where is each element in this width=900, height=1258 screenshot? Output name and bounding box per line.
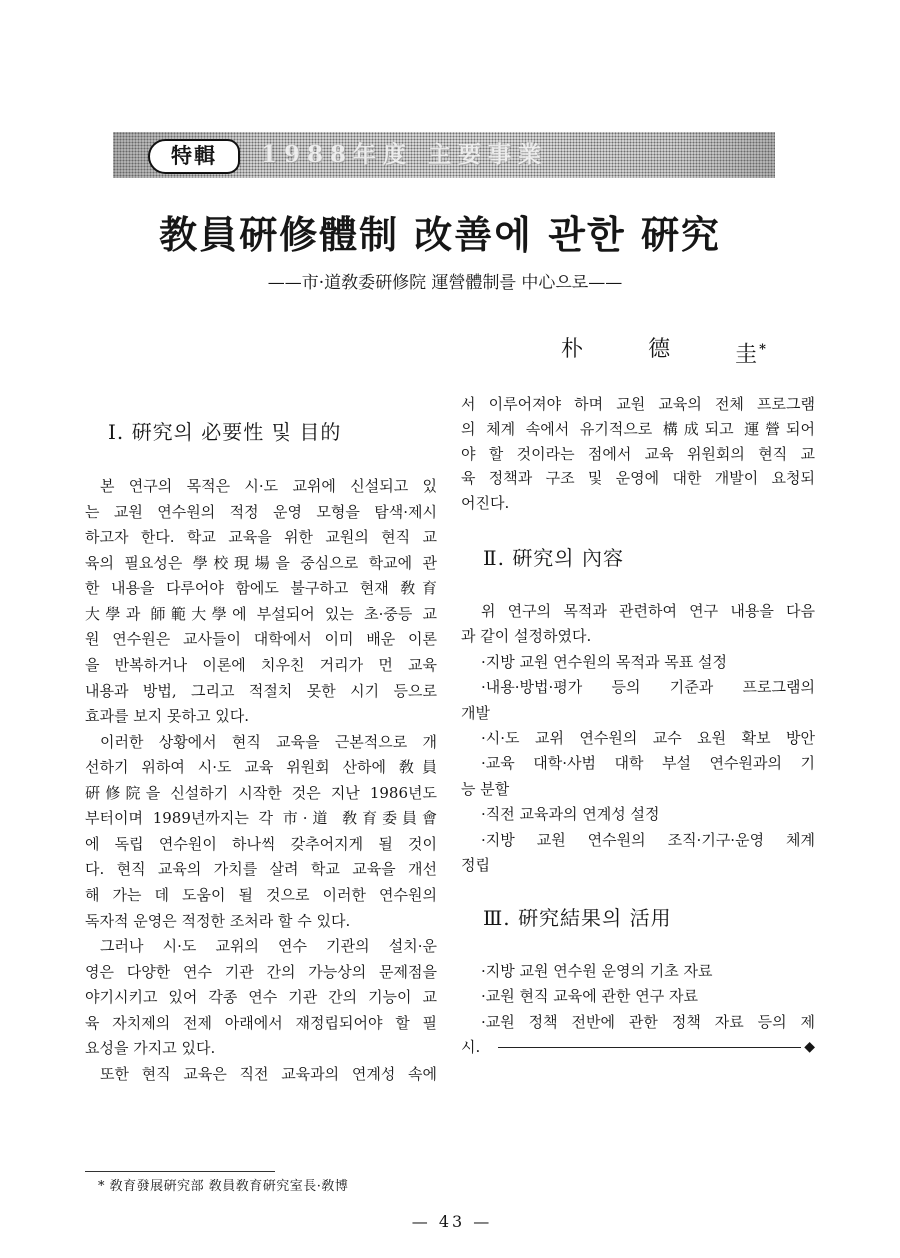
body-line: 본 연구의 목적은 시·도 교위에 신설되고 있: [100, 477, 437, 495]
list-item-continuation: 능 분할: [461, 779, 510, 798]
body-line: 위 연구의 목적과 관련하여 연구 내용을 다음: [481, 602, 815, 620]
article-title: 教員硏修體制 改善에 관한 硏究: [159, 212, 721, 257]
author-char: 圭: [735, 342, 758, 368]
author-char: 朴: [561, 337, 584, 362]
end-rule: [498, 1047, 801, 1048]
author-name: [561, 337, 766, 368]
list-item: ·내용·방법·평가 등의 기준과 프로그램의: [481, 678, 815, 697]
body-line: 에 독립 연수원이 하나씩 갖추어지게 될 것이: [85, 834, 437, 853]
body-line: 大學과 師範大學에 부설되어 있는 초·중등 교: [85, 604, 437, 623]
list-item: ·시·도 교위 연수원의 교수 요원 확보 방안: [481, 728, 815, 747]
list-item: ·교육 대학·사범 대학 부설 연수원과의 기: [481, 754, 815, 773]
body-line: 영은 다양한 연수 기관 간의 가능상의 문제점을: [85, 962, 437, 981]
section-3-body: [461, 959, 815, 1060]
list-item-continuation: 정립: [461, 855, 490, 874]
author-char-last: [735, 337, 766, 368]
body-line: 육 정책과 구조 및 운영에 대한 개발이 요청되: [461, 469, 815, 488]
section-heading-3: Ⅲ. 硏究結果의 活用: [483, 906, 672, 930]
body-line: 야 할 것이라는 점에서 교육 위원회의 현직 교: [461, 444, 815, 463]
section-2-body: [461, 599, 815, 878]
body-line: 육 자치제의 전제 아래에서 재정립되어야 할 필: [85, 1013, 437, 1032]
body-line: 그러나 시·도 교위의 연수 기관의 설치·운: [100, 937, 437, 956]
body-line: 이러한 상황에서 현직 교육을 근본적으로 개: [100, 732, 437, 751]
footnote-rule: [85, 1171, 275, 1172]
list-item: ·교원 현직 교육에 관한 연구 자료: [481, 987, 698, 1006]
body-line: 다. 현직 교육의 가치를 살려 학교 교육을 개선: [85, 860, 437, 879]
body-line: 내용과 방법, 그리고 적절치 못한 시기 등으로: [85, 681, 437, 700]
list-item: ·교원 정책 전반에 관한 정책 자료 등의 제: [481, 1012, 815, 1031]
body-line: 효과를 보지 못하고 있다.: [85, 707, 249, 726]
section-1-body: [85, 474, 437, 1088]
list-item: ·지방 교원 연수원의 목적과 목표 설정: [481, 652, 727, 671]
body-line: 부터이며 1989년까지는 각 市·道 敎育委員會: [85, 809, 437, 828]
body-line: 을 반복하거나 이론에 치우친 거리가 먼 교육: [85, 655, 437, 674]
body-line: 육의 필요성은 學校現場을 중심으로 학교에 관: [85, 553, 437, 572]
body-line: 서 이루어져야 하며 교원 교육의 전체 프로그램: [461, 395, 815, 413]
banner-label: 特輯: [148, 139, 240, 174]
body-line: 는 교원 연수원의 적정 운영 모형을 탐색·제시: [85, 502, 437, 521]
body-line: 과 같이 설정하였다.: [461, 627, 592, 646]
body-line: 선하기 위하여 시·도 교육 위원회 산하에 敎員: [85, 758, 437, 777]
body-line: 독자적 운영은 적정한 조처라 할 수 있다.: [85, 911, 351, 930]
list-item: ·지방 교원 연수원 운영의 기초 자료: [481, 962, 713, 980]
body-line: 하고자 한다. 학교 교육을 위한 교원의 현직 교: [85, 528, 437, 547]
body-line: 원 연수원은 교사들이 대학에서 이미 배운 이론: [85, 630, 437, 649]
section-banner: [113, 132, 775, 178]
body-line: 어진다.: [461, 494, 510, 512]
body-line: 또한 현직 교육은 직전 교육과의 연계성 속에: [100, 1064, 437, 1083]
body-line: 한 내용을 다루어야 함에도 불구하고 현재 敎育: [85, 579, 437, 598]
author-footnote-mark: *: [759, 342, 766, 357]
banner-faded-text: 1988年度 主要事業: [261, 141, 549, 168]
body-line: 야기시키고 있어 각종 연수 기관 간의 기능이 교: [85, 988, 437, 1007]
list-item-continuation: 개발: [461, 703, 490, 722]
section-heading-2: Ⅱ. 硏究의 內容: [483, 546, 624, 570]
body-line: 의 체계 속에서 유기적으로 構成되고 運營되어: [461, 419, 815, 438]
body-line: 해 가는 데 도움이 될 것으로 이러한 연수원의: [85, 886, 437, 904]
section-1-continuation: [461, 392, 815, 516]
article-subtitle: ——市·道敎委硏修院 運營體制를 中心으로——: [267, 273, 623, 293]
author-char: 德: [648, 337, 671, 362]
diamond-end-icon: ◆: [804, 1038, 815, 1055]
section-heading-1: Ⅰ. 硏究의 必要性 및 目的: [108, 420, 342, 444]
body-line: 요성을 가지고 있다.: [85, 1039, 216, 1058]
footnote: * 敎育發展硏究部 敎員敎育硏究室長·敎博: [98, 1179, 349, 1194]
article-end-line: [461, 1035, 815, 1060]
list-item: ·지방 교원 연수원의 조직·기구·운영 체계: [481, 830, 815, 849]
list-item: ·직전 교육과의 연계성 설정: [481, 805, 660, 824]
list-item-continuation: 시.: [461, 1037, 481, 1056]
body-line: 硏修院을 신설하기 시작한 것은 지난 1986년도: [85, 783, 437, 802]
page-number: — 43 —: [411, 1212, 493, 1231]
